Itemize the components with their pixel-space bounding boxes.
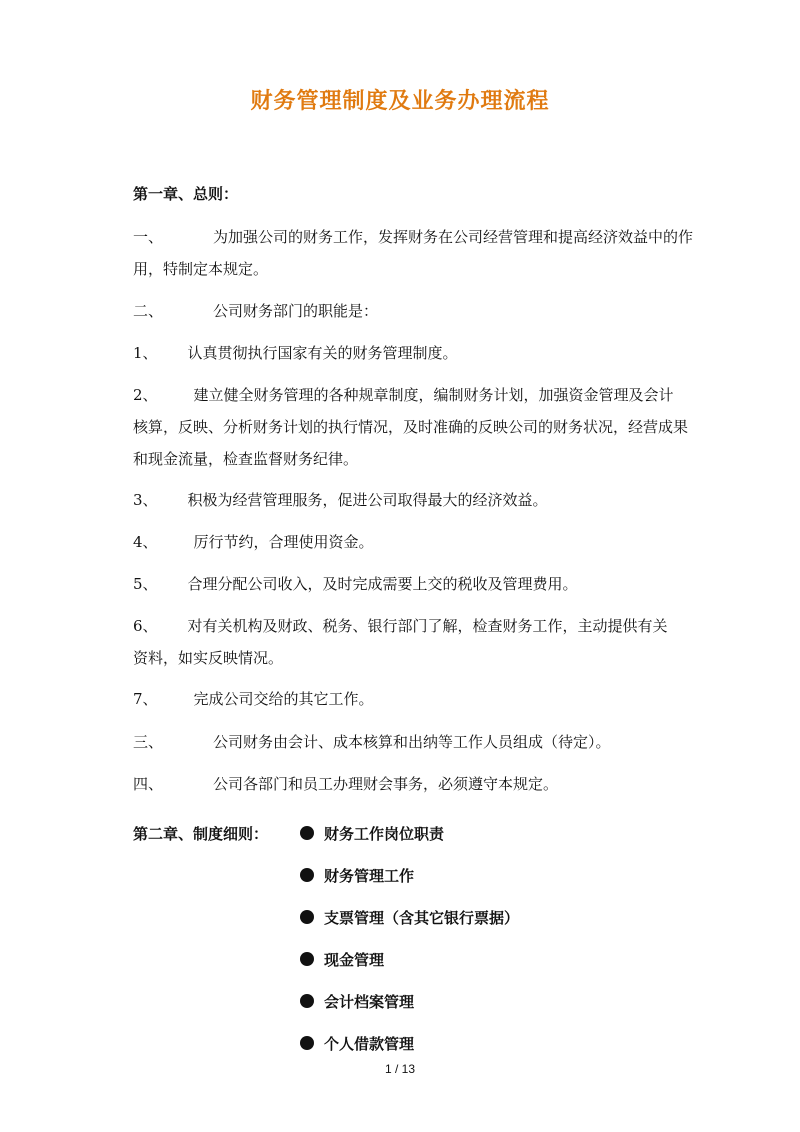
chapter1-subitem-3 bbox=[133, 484, 703, 516]
item-number: 1、 bbox=[133, 344, 158, 362]
bullet-dot-icon bbox=[300, 868, 314, 882]
chapter1-subitem-7 bbox=[133, 683, 703, 715]
item-text: 公司财务部门的职能是： bbox=[213, 302, 379, 320]
chapter1-item-2 bbox=[133, 295, 703, 327]
item-number: 6、 bbox=[133, 617, 158, 635]
list-item bbox=[300, 860, 519, 902]
chapter1-subitem-5 bbox=[133, 568, 703, 600]
chapter1-heading: 第一章、总则： bbox=[133, 185, 239, 203]
item-text: 为加强公司的财务工作，发挥财务在公司经营管理和提高经济效益中的作 bbox=[213, 228, 694, 246]
item-text-continued: 资料，如实反映情况。 bbox=[133, 649, 284, 667]
item-number: 3、 bbox=[133, 491, 158, 509]
bullet-dot-icon bbox=[300, 910, 314, 924]
list-item-text: 支票管理（含其它银行票据） bbox=[324, 909, 520, 927]
item-text: 厉行节约，合理使用资金。 bbox=[193, 533, 374, 551]
document-title: 财务管理制度及业务办理流程 bbox=[250, 88, 550, 114]
item-number: 二、 bbox=[133, 302, 164, 320]
list-item-text: 会计档案管理 bbox=[324, 993, 415, 1011]
list-item bbox=[300, 818, 519, 860]
item-text: 积极为经营管理服务，促进公司取得最大的经济效益。 bbox=[187, 491, 548, 509]
item-text-continued: 核算，反映、分析财务计划的执行情况，及时准确的反映公司的财务状况，经营成果 bbox=[133, 418, 689, 436]
list-item-text: 财务工作岗位职责 bbox=[324, 825, 445, 843]
page-number: 1 / 13 bbox=[384, 1062, 416, 1076]
chapter1-subitem-6 bbox=[133, 610, 703, 674]
item-text-continued: 和现金流量，检查监督财务纪律。 bbox=[133, 450, 359, 468]
chapter1-item-3 bbox=[133, 726, 703, 758]
chapter1-subitem-4 bbox=[133, 526, 703, 558]
bullet-dot-icon bbox=[300, 952, 314, 966]
bullet-dot-icon bbox=[300, 826, 314, 840]
item-text: 公司财务由会计、成本核算和出纳等工作人员组成（待定）。 bbox=[213, 733, 611, 751]
item-text: 建立健全财务管理的各种规章制度，编制财务计划，加强资金管理及会计 bbox=[193, 386, 674, 404]
chapter1-subitem-1 bbox=[133, 337, 703, 369]
item-text: 认真贯彻执行国家有关的财务管理制度。 bbox=[187, 344, 458, 362]
item-text-continued: 用，特制定本规定。 bbox=[133, 260, 269, 278]
bullet-dot-icon bbox=[300, 1036, 314, 1050]
bullet-dot-icon bbox=[300, 994, 314, 1008]
list-item bbox=[300, 902, 519, 944]
chapter1-subitem-2 bbox=[133, 379, 703, 475]
list-item-text: 财务管理工作 bbox=[324, 867, 415, 885]
item-number: 4、 bbox=[133, 533, 158, 551]
item-number: 一、 bbox=[133, 228, 164, 246]
list-item bbox=[300, 944, 519, 986]
chapter2-bullet-list bbox=[300, 818, 519, 1070]
chapter2-heading: 第二章、制度细则： bbox=[133, 825, 269, 843]
item-text: 合理分配公司收入，及时完成需要上交的税收及管理费用。 bbox=[187, 575, 578, 593]
item-number: 三、 bbox=[133, 733, 164, 751]
chapter1-item-1 bbox=[133, 221, 703, 285]
item-text: 完成公司交给的其它工作。 bbox=[193, 690, 374, 708]
list-item bbox=[300, 986, 519, 1028]
item-number: 5、 bbox=[133, 575, 158, 593]
item-number: 四、 bbox=[133, 775, 164, 793]
chapter1-item-4 bbox=[133, 768, 703, 800]
list-item-text: 个人借款管理 bbox=[324, 1035, 415, 1053]
item-text: 公司各部门和员工办理财会事务，必须遵守本规定。 bbox=[213, 775, 559, 793]
list-item-text: 现金管理 bbox=[324, 951, 385, 969]
item-text: 对有关机构及财政、税务、银行部门了解，检查财务工作，主动提供有关 bbox=[187, 617, 668, 635]
item-number: 2、 bbox=[133, 386, 158, 404]
item-number: 7、 bbox=[133, 690, 158, 708]
